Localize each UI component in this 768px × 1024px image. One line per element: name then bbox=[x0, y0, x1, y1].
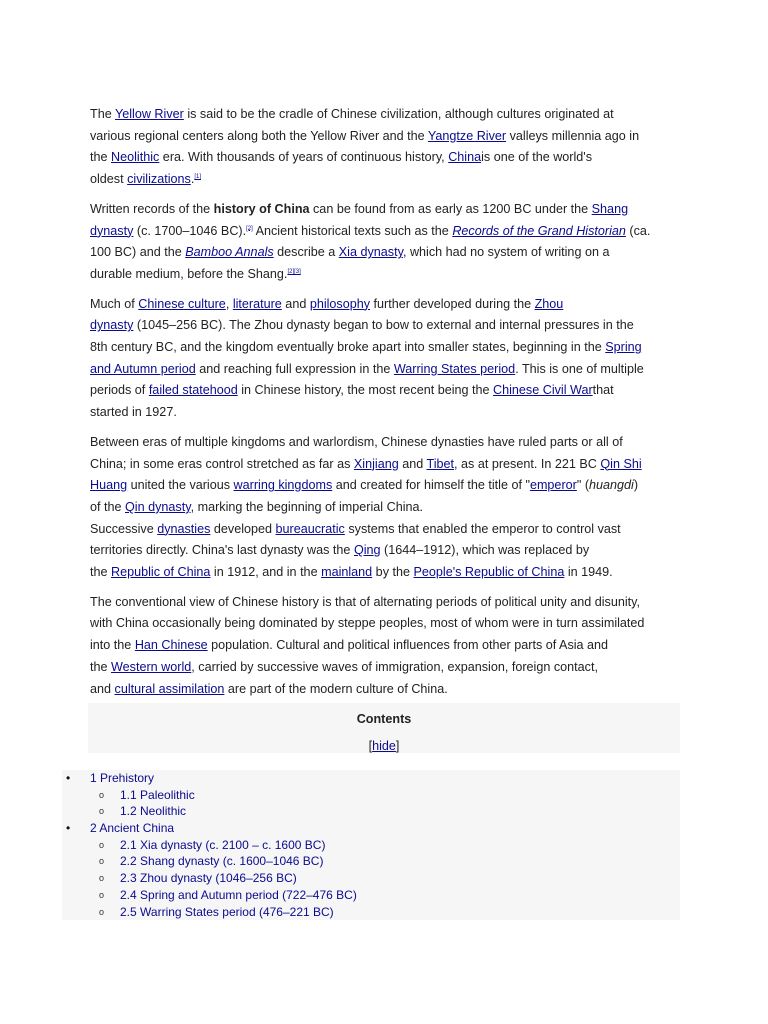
link-yangtze-river[interactable]: Yangtze River bbox=[427, 128, 507, 143]
bracket-close: ] bbox=[395, 739, 400, 753]
bracket-open: [ bbox=[368, 739, 373, 753]
link-warring-kingdoms[interactable]: warring kingdoms bbox=[233, 478, 333, 493]
link-zhou-dynasty[interactable]: dynasty bbox=[90, 318, 134, 333]
circle-bullet-icon: o bbox=[99, 906, 105, 917]
text-line bbox=[90, 315, 680, 337]
circle-bullet-icon: o bbox=[99, 806, 105, 817]
link-han-chinese[interactable]: Han Chinese bbox=[134, 638, 208, 653]
link-xia-dynasty[interactable]: Xia dynasty bbox=[338, 245, 403, 260]
text: Between eras of multiple kingdoms and warlordism, Chinese dynasties have ruled parts or all of bbox=[90, 434, 623, 449]
link-spring-autumn-period[interactable]: Spring bbox=[605, 340, 642, 355]
link-bureaucratic[interactable]: bureaucratic bbox=[275, 521, 345, 536]
text: various regional centers along both the Yellow River and the bbox=[90, 128, 428, 143]
text: in 1949. bbox=[564, 565, 613, 580]
text: describe a bbox=[273, 245, 339, 260]
text: (c. 1700–1046 BC). bbox=[133, 223, 247, 238]
citation-ref bbox=[287, 269, 300, 275]
text: in 1912, and in the bbox=[210, 565, 322, 580]
link-spring-autumn-period[interactable]: and Autumn period bbox=[90, 361, 196, 376]
link-qin-shi-huang[interactable]: Huang bbox=[90, 478, 128, 493]
text: The conventional view of Chinese history is that of alternating periods of political unity and disunity, bbox=[90, 594, 640, 609]
italic-huangdi: huangdi bbox=[589, 478, 634, 493]
intro-paragraph bbox=[90, 104, 680, 191]
toc-subsection-item bbox=[62, 870, 680, 887]
text: . bbox=[190, 172, 195, 187]
text: are part of the modern culture of China. bbox=[224, 681, 448, 696]
text: systems that enabled the emperor to control vast bbox=[344, 521, 621, 536]
text: (1644–1912), which was replaced by bbox=[380, 543, 590, 558]
text: is said to be the cradle of Chinese civilization, although cultures originated at bbox=[183, 107, 614, 121]
text-line bbox=[90, 337, 680, 359]
text-line bbox=[90, 104, 680, 126]
link-civilizations[interactable]: civilizations bbox=[127, 172, 191, 187]
toc-subsection-item bbox=[62, 787, 680, 804]
toc-section-item bbox=[62, 820, 680, 837]
link-records-grand-historian[interactable]: Records of the Grand Historian bbox=[452, 223, 626, 238]
circle-bullet-icon: o bbox=[99, 789, 105, 800]
toc-link[interactable]: 2.3 Zhou dynasty (1046–256 BC) bbox=[120, 871, 297, 886]
toc-header bbox=[88, 703, 680, 753]
link-xinjiang[interactable]: Xinjiang bbox=[353, 456, 399, 471]
text: united the various bbox=[127, 478, 234, 493]
text: (ca. bbox=[625, 223, 651, 238]
toc-link[interactable]: 2.2 Shang dynasty (c. 1600–1046 BC) bbox=[120, 854, 324, 869]
text: Written records of the bbox=[90, 201, 214, 216]
text-line bbox=[90, 679, 680, 701]
text: (1045–256 BC). The Zhou dynasty began to bow to external and internal pressures in the bbox=[133, 318, 634, 333]
text-line bbox=[90, 635, 680, 657]
link-peoples-republic-of-china[interactable]: People's Republic of China bbox=[413, 565, 565, 580]
text-line bbox=[90, 402, 680, 424]
toc-subsection-item bbox=[62, 853, 680, 870]
text: , bbox=[225, 296, 233, 311]
text-line bbox=[90, 169, 680, 191]
text-line bbox=[90, 475, 680, 497]
toc-link[interactable]: 1.1 Paleolithic bbox=[120, 787, 195, 802]
text-line bbox=[90, 562, 680, 584]
text: and bbox=[90, 681, 115, 696]
link-emperor[interactable]: emperor bbox=[529, 478, 577, 493]
link-chinese-culture[interactable]: Chinese culture bbox=[138, 296, 226, 311]
link-chinese-civil-war[interactable]: Chinese Civil War bbox=[493, 383, 593, 398]
text-line bbox=[90, 359, 680, 381]
text: durable medium, before the Shang. bbox=[90, 266, 288, 281]
citation-link[interactable]: [1] bbox=[194, 173, 201, 180]
text: in Chinese history, the most recent being the bbox=[237, 383, 494, 398]
link-qin-shi-huang[interactable]: Qin Shi bbox=[600, 456, 642, 471]
toc-subsection-item bbox=[62, 837, 680, 854]
text: . This is one of multiple bbox=[515, 361, 644, 376]
dynasties-paragraph bbox=[90, 432, 680, 584]
link-literature[interactable]: literature bbox=[232, 296, 282, 311]
circle-bullet-icon: o bbox=[99, 873, 105, 884]
text-line bbox=[90, 380, 680, 402]
link-zhou-dynasty[interactable]: Zhou bbox=[534, 296, 564, 311]
text-line bbox=[90, 432, 680, 454]
text: and bbox=[398, 456, 427, 471]
text: into the bbox=[90, 638, 135, 653]
text: territories directly. China's last dynasty was the bbox=[90, 543, 354, 558]
text: further developed during the bbox=[370, 296, 535, 311]
toc-section-item bbox=[62, 770, 680, 787]
toc-hide-toggle bbox=[88, 739, 680, 753]
link-tibet[interactable]: Tibet bbox=[426, 456, 455, 471]
text: ) bbox=[633, 478, 639, 493]
bold-history-of-china: history of China bbox=[213, 201, 310, 216]
text: the bbox=[90, 565, 112, 580]
text: of the bbox=[90, 499, 126, 514]
text-line bbox=[90, 613, 680, 635]
text: and reaching full expression in the bbox=[195, 361, 394, 376]
zhou-paragraph bbox=[90, 294, 680, 424]
circle-bullet-icon: o bbox=[99, 839, 105, 850]
toc-subsection-item bbox=[62, 803, 680, 820]
text-line bbox=[90, 294, 680, 316]
text-line bbox=[90, 264, 680, 286]
text: is one of the world's bbox=[481, 150, 593, 165]
text: started in 1927. bbox=[90, 405, 177, 420]
text-line bbox=[90, 199, 680, 221]
text: Successive bbox=[90, 521, 158, 536]
article-body bbox=[90, 104, 680, 700]
link-western-world[interactable]: Western world bbox=[111, 659, 192, 674]
text: by the bbox=[372, 565, 414, 580]
text: and bbox=[281, 296, 310, 311]
text-line bbox=[90, 221, 680, 243]
toc-subsection-item bbox=[62, 887, 680, 904]
citation-ref bbox=[246, 225, 253, 231]
link-shang-dynasty[interactable]: dynasty bbox=[90, 223, 134, 238]
text: The bbox=[90, 107, 115, 121]
link-qin-dynasty[interactable]: Qin dynasty bbox=[125, 499, 191, 514]
text: with China occasionally being dominated by steppe peoples, most of whom were in turn assimilated bbox=[90, 616, 645, 631]
text: oldest bbox=[90, 172, 128, 187]
text-line bbox=[90, 242, 680, 264]
circle-bullet-icon: o bbox=[99, 889, 105, 900]
records-paragraph bbox=[90, 199, 680, 286]
citation-link[interactable]: [2] bbox=[246, 225, 253, 232]
text: 100 BC) and the bbox=[90, 245, 186, 260]
text: that bbox=[592, 383, 614, 398]
toc-title: Contents bbox=[356, 712, 412, 726]
text-line bbox=[90, 592, 680, 614]
toc-link[interactable]: 2.1 Xia dynasty (c. 2100 – c. 1600 BC) bbox=[120, 837, 326, 852]
text-line bbox=[90, 519, 680, 541]
link-qing[interactable]: Qing bbox=[353, 543, 381, 558]
text-line bbox=[90, 497, 680, 519]
text: " ( bbox=[576, 478, 590, 493]
toc-link[interactable]: 1 Prehistory bbox=[90, 771, 155, 785]
toc-link[interactable]: 2 Ancient China bbox=[90, 821, 175, 836]
circle-bullet-icon: o bbox=[99, 856, 105, 867]
text-line bbox=[90, 540, 680, 562]
link-mainland[interactable]: mainland bbox=[321, 565, 373, 580]
text: Ancient historical texts such as the bbox=[252, 223, 453, 238]
text: , carried by successive waves of immigration, expansion, foreign contact, bbox=[191, 659, 598, 674]
text: 8th century BC, and the kingdom eventually broke apart into smaller states, beginning in the bbox=[90, 340, 606, 355]
toc-list bbox=[62, 770, 680, 920]
text-line bbox=[90, 126, 680, 148]
text: , marking the beginning of imperial China. bbox=[190, 499, 424, 514]
link-republic-of-china[interactable]: Republic of China bbox=[111, 565, 211, 580]
link-philosophy[interactable]: philosophy bbox=[309, 296, 371, 311]
conventional-view-paragraph bbox=[90, 592, 680, 701]
text: developed bbox=[210, 521, 276, 536]
link-neolithic[interactable]: Neolithic bbox=[111, 150, 160, 165]
text: China; in some eras control stretched as far as bbox=[90, 456, 354, 471]
link-shang-dynasty[interactable]: Shang bbox=[591, 201, 629, 216]
link-bamboo-annals[interactable]: Bamboo Annals bbox=[185, 245, 274, 260]
link-failed-statehood[interactable]: failed statehood bbox=[148, 383, 238, 398]
bullet-icon: • bbox=[66, 821, 71, 836]
text-line bbox=[90, 657, 680, 679]
link-dynasties[interactable]: dynasties bbox=[157, 521, 211, 536]
bullet-icon: • bbox=[66, 771, 71, 785]
link-china[interactable]: China bbox=[448, 150, 482, 165]
citation-ref bbox=[194, 174, 201, 180]
toc-link[interactable]: 2.5 Warring States period (476–221 BC) bbox=[120, 904, 334, 919]
text: can be found from as early as 1200 BC under the bbox=[309, 201, 592, 216]
text: valleys millennia ago in bbox=[506, 128, 640, 143]
text: periods of bbox=[90, 383, 149, 398]
toc-link[interactable]: 2.4 Spring and Autumn period (722–476 BC) bbox=[120, 887, 357, 902]
text: era. With thousands of years of continuous history, bbox=[159, 150, 449, 165]
citation-link[interactable]: [2][3] bbox=[287, 268, 301, 275]
text: and created for himself the title of " bbox=[332, 478, 530, 493]
toc-subsection-item bbox=[62, 904, 680, 921]
text: the bbox=[90, 150, 112, 165]
text: , as at present. In 221 BC bbox=[454, 456, 601, 471]
text: the bbox=[90, 659, 112, 674]
text-line bbox=[90, 147, 680, 169]
toc-hide-link[interactable]: hide bbox=[372, 739, 396, 753]
text-line bbox=[90, 454, 680, 476]
link-cultural-assimilation[interactable]: cultural assimilation bbox=[114, 681, 225, 696]
text: , which had no system of writing on a bbox=[402, 245, 610, 260]
text: population. Cultural and political influences from other parts of Asia and bbox=[207, 638, 609, 653]
link-yellow-river[interactable]: Yellow River bbox=[114, 107, 184, 121]
toc-link[interactable]: 1.2 Neolithic bbox=[120, 804, 187, 819]
text: Much of bbox=[90, 296, 139, 311]
link-warring-states-period[interactable]: Warring States period bbox=[393, 361, 516, 376]
